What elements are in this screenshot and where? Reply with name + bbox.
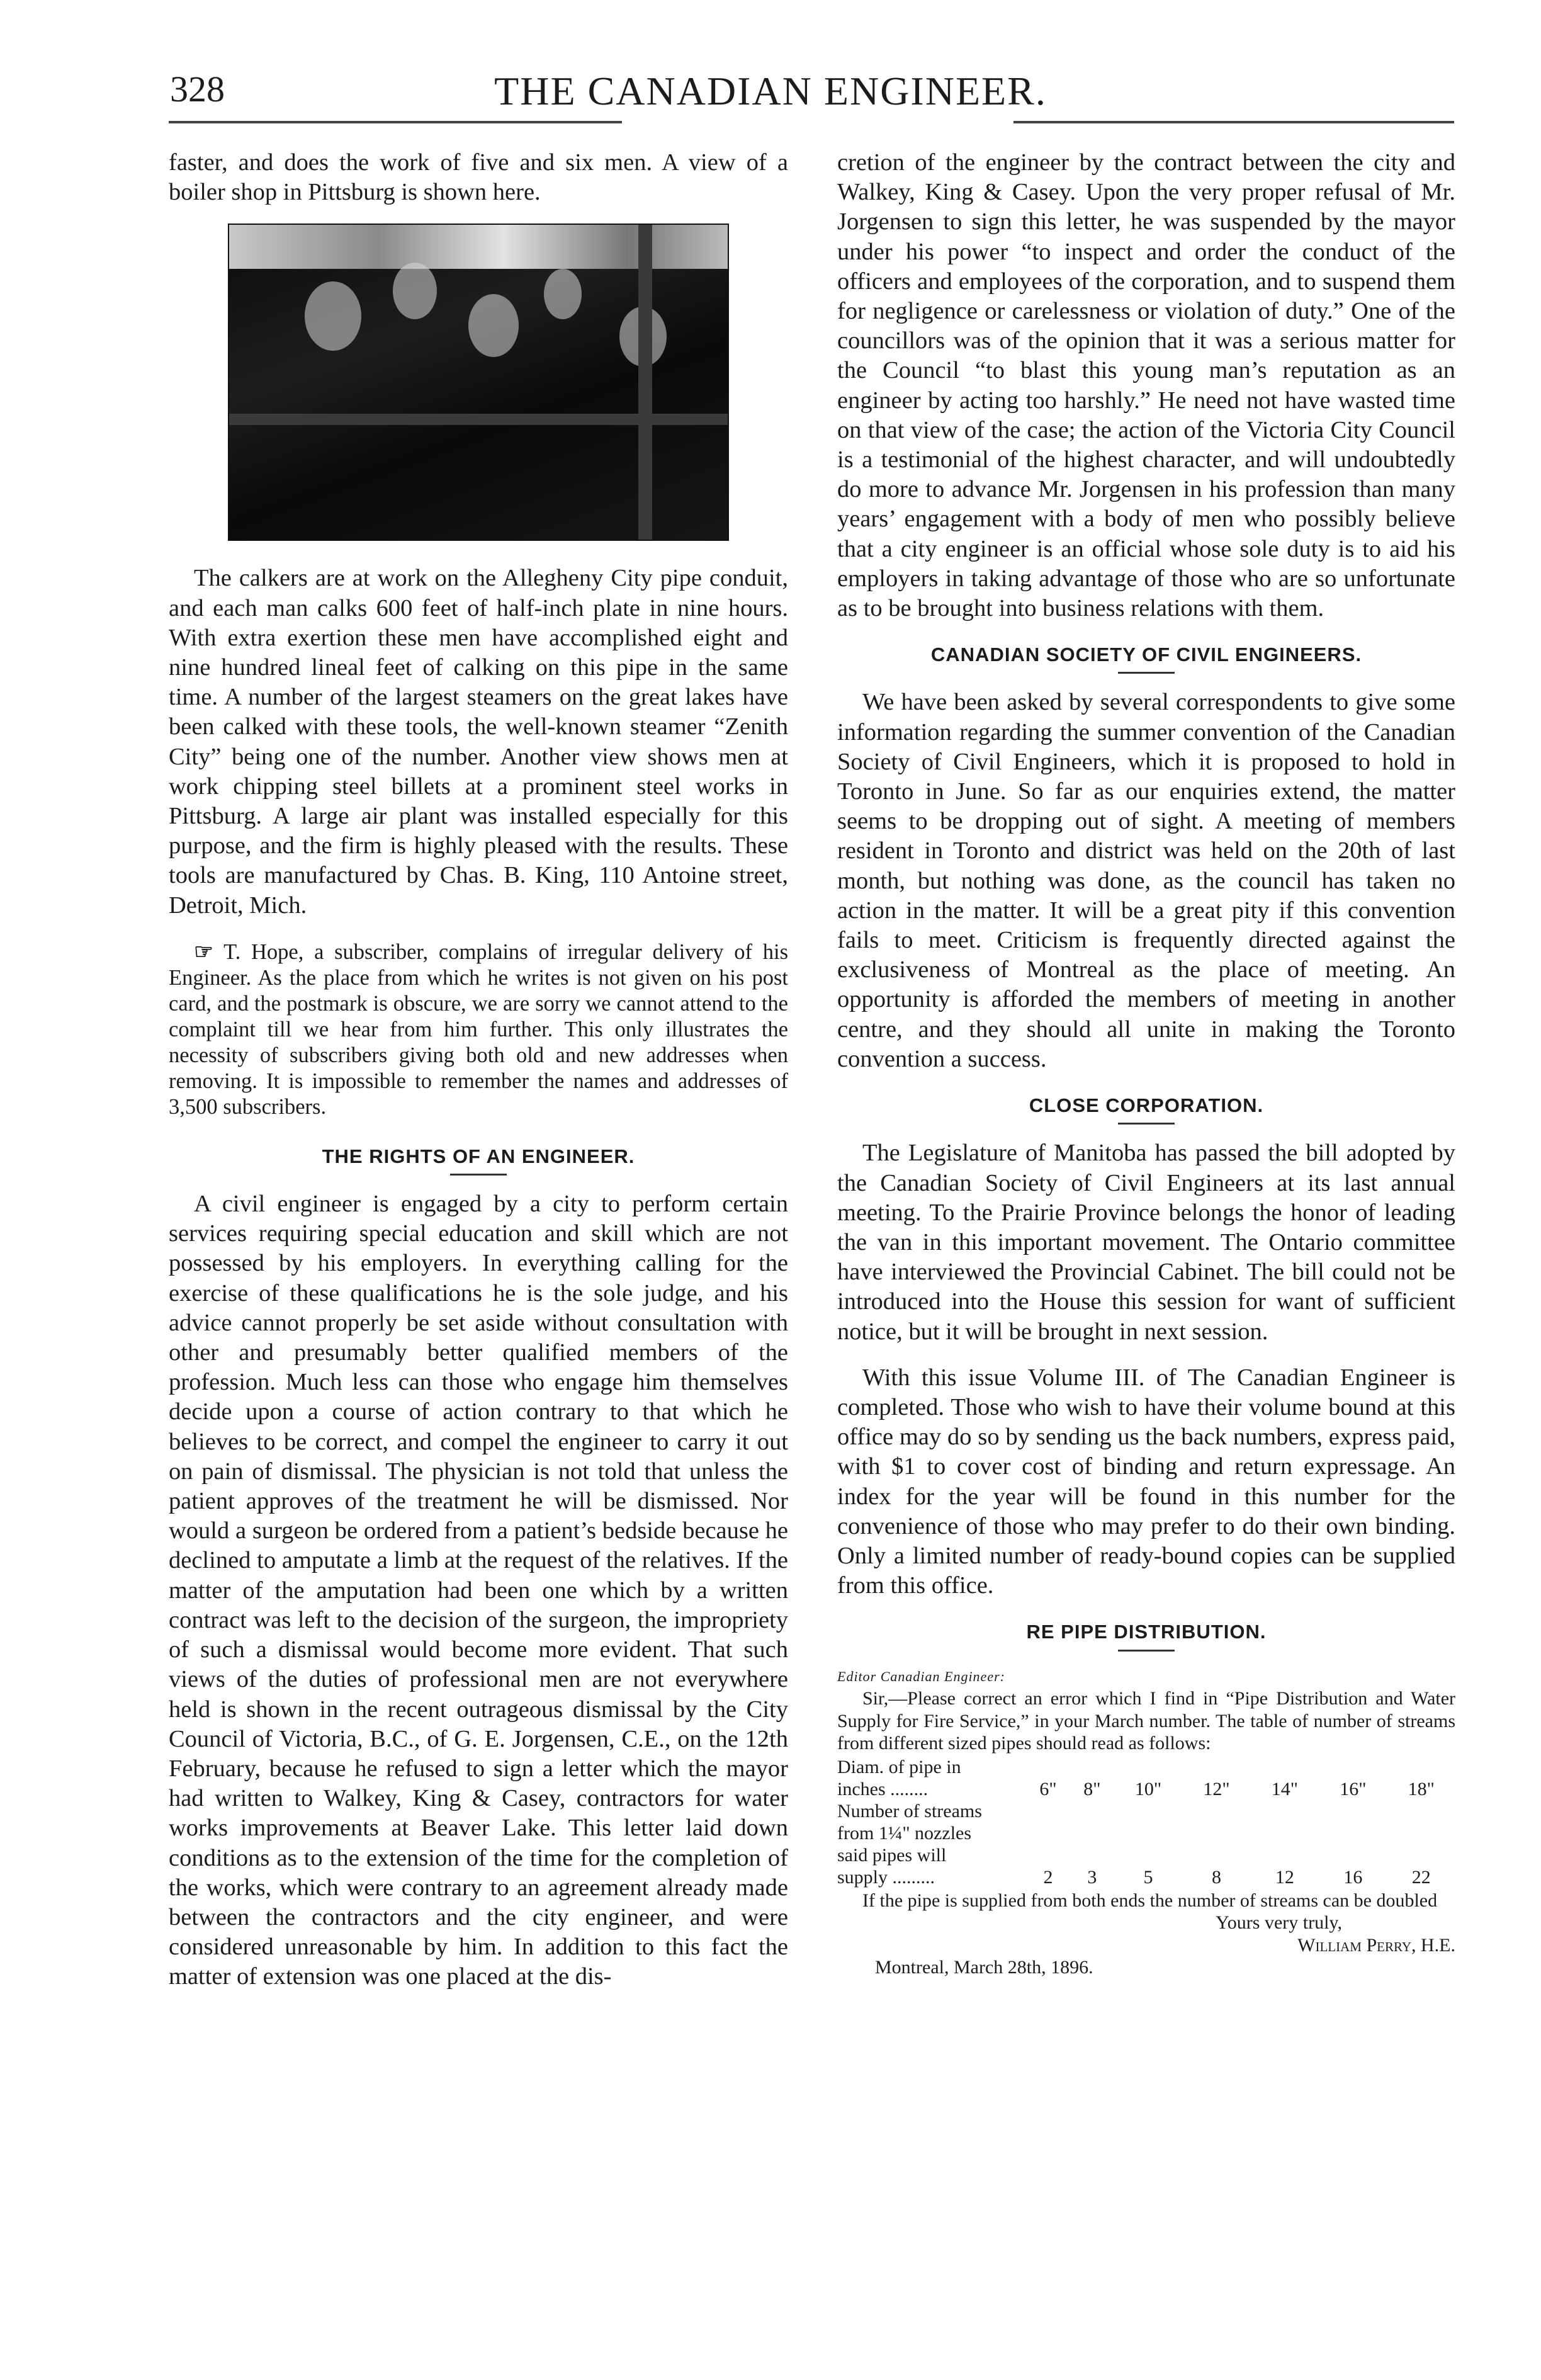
header-rule-left — [169, 121, 622, 123]
table-row — [837, 1866, 1455, 1888]
table-cell: 16" — [1340, 1778, 1367, 1799]
heading-rights-of-engineer: THE RIGHTS OF AN ENGINEER. — [322, 1145, 635, 1167]
table-row — [837, 1778, 1455, 1800]
letter-to-editor — [837, 1665, 1455, 1979]
table-cell: 8" — [1083, 1778, 1101, 1799]
letter-dateline: Montreal, March 28th, 1896. — [875, 1957, 1093, 1978]
section-rule — [450, 1174, 507, 1176]
section-rule — [1118, 672, 1175, 674]
letter-address: Editor Canadian Engineer: — [837, 1668, 1005, 1684]
table-row-label: Number of streams — [837, 1800, 982, 1822]
heading-close-corporation: CLOSE CORPORATION. — [1029, 1094, 1264, 1117]
photograph-of-workers-icon — [228, 224, 729, 541]
table-cell: 12" — [1203, 1778, 1230, 1799]
right-column — [837, 148, 1455, 1979]
letter-signature: William Perry, H.E. — [1297, 1934, 1455, 1956]
table-cell: 18" — [1408, 1778, 1435, 1799]
subscriber-notice-text: T. Hope, a subscriber, complains of irregular delivery of his Engineer. As the place from which he writes is not given on his post card, and the postmark is obscure, we are sorry we cannot attend to the complaint till we hear from him further. This only illustrates the necessity of subscribers giving both old and new addresses when removing. It is impossible to remember the names and addresses of 3,500 subscribers. — [169, 939, 788, 1119]
table-row-label: Diam. of pipe in — [837, 1756, 961, 1777]
table-cell: 3 — [1087, 1866, 1097, 1888]
volume-notice-paragraph: With this issue Volume III. of The Canadian Engineer is completed. Those who wish to have their volume bound at this office may do so by sending us the back numbers, express paid, with $1 to cover cost of binding and return expressage. An index for the year will be found in this number for the convenience of those who may prefer to do their own binding. Only a limited number of ready-bound copies can be supplied from this office. — [837, 1364, 1455, 1599]
rights-paragraph: A civil engineer is engaged by a city to perform certain services requiring special education and skill which are not possessed by his employers. In everything calling for the exercise of these qualifications he is the sole judge, and his advice cannot properly be set aside without consultation with other and presumably better qualified members of the profession. Much less can those who engage him themselves decide upon a course of action contrary to that which he believes to be correct, and compel the engineer to carry it out on pain of dismissal. The physician is not told that unless the patient approves of the treatment he will be dismissed. Nor would a surgeon be ordered from a patient’s bedside because he declined to amputate a limb at the request of the relatives. If the matter of the amputation had been one which by a written contract was left to the decision of the surgeon, the impropriety of such a dismissal would become more evident. That such views of the duties of professional men are not everywhere held is shown in the recent outrageous dismissal by the City Council of Victoria, B.C., of G. E. Jorgensen, C.E., on the 12th February, because he refused to sign a letter which the mayor had written to Walkey, King & Casey, contractors for water works improvements at Beaver Lake. This letter laid down conditions as to the extension of the time for the completion of the works, which were contrary to an agreement already made between the contractors and the city engineer, and were considered unreasonable by him. In addition to this fact the matter of extension was one placed at the dis- — [169, 1191, 788, 1990]
pointing-hand-icon: ☞ — [194, 939, 213, 964]
table-row-label: from 1¼" nozzles — [837, 1822, 972, 1844]
page-number: 328 — [170, 69, 225, 110]
table-cell: 22 — [1411, 1866, 1431, 1888]
calkers-paragraph: The calkers are at work on the Allegheny City pipe conduit, and each man calks 600 feet of half-inch plate in nine hours. With extra exertion these men have accomplished eight and nine hundred lineal feet of calking on this pipe in the same time. A number of the largest steamers on the great lakes have been calked with these tools, the well-known steamer “Zenith City” being one of the number. Another view shows men at work chipping steel billets at a prominent steel works in Pittsburg. A large air plant was installed especially for this purpose, and the firm is highly pleased with the results. These tools are manufactured by Chas. B. King, 110 Antoine street, Detroit, Mich. — [169, 565, 788, 919]
table-row-label: supply ......... — [837, 1866, 935, 1888]
table-row-label: inches ........ — [837, 1778, 929, 1799]
intro-paragraph: faster, and does the work of five and six men. A view of a boiler shop in Pittsburg is shown here. — [169, 149, 788, 206]
table-cell: 6" — [1039, 1778, 1057, 1799]
subscriber-notice — [169, 939, 788, 1120]
table-cell: 12 — [1275, 1866, 1294, 1888]
table-cell: 8 — [1211, 1866, 1221, 1888]
table-cell: 10" — [1134, 1778, 1162, 1799]
header-rule-right — [1013, 121, 1454, 123]
table-cell: 2 — [1043, 1866, 1053, 1888]
section-rule — [1118, 1650, 1175, 1652]
left-column — [169, 148, 788, 1992]
table-cell: 5 — [1143, 1866, 1153, 1888]
letter-valediction: Yours very truly, — [1216, 1912, 1342, 1934]
section-rule — [1118, 1123, 1175, 1125]
letter-body: Sir,—Please correct an error which I find in “Pipe Distribution and Water Supply for Fire Service,” in your March number. The table of number of streams from different sized pipes should read as follows: — [837, 1688, 1455, 1754]
heading-pipe-distribution: RE PIPE DISTRIBUTION. — [1026, 1621, 1267, 1643]
table-cell: 16 — [1343, 1866, 1363, 1888]
rights-continued-paragraph: cretion of the engineer by the contract between the city and Walkey, King & Casey. Upon the very proper refusal of Mr. Jorgensen to sign this letter, he was suspended by the mayor under his power “to inspect and order the conduct of the officers and employees of the corporation, and to suspend them for negligence or carelessness or violation of duty.” One of the councillors was of the opinion that it was a serious matter for the Council “to blast this young man’s reputation as an engineer by acting too harshly.” He need not have wasted time on that view of the case; the action of the Victoria City Council is a testimonial of the highest character, and will undoubtedly do more to advance Mr. Jorgensen in his profession than many years’ engagement with a body of men who possibly believe that a city engineer is an official whose sole duty is to aid his employers in taking advantage of those who are so unfortunate as to be brought into business relations with them. — [837, 149, 1455, 622]
table-row-label: said pipes will — [837, 1844, 947, 1866]
table-cell: 14" — [1271, 1778, 1299, 1799]
close-corporation-paragraph: The Legislature of Manitoba has passed the bill adopted by the Canadian Society of Civil Engineers at its last annual meeting. To the Prairie Province belongs the honor of leading the van in this important movement. The Ontario committee have interviewed the Provincial Cabinet. The bill could not be introduced into the House this session for want of sufficient notice, but it will be brought in next session. — [837, 1140, 1455, 1345]
letter-closing-note: If the pipe is supplied from both ends the number of streams can be doubled — [862, 1890, 1438, 1911]
page-header — [0, 0, 1541, 126]
heading-society: CANADIAN SOCIETY OF CIVIL ENGINEERS. — [930, 643, 1362, 666]
society-paragraph: We have been asked by several correspondents to give some information regarding the summer convention of the Canadian Society of Civil Engineers, which it is proposed to hold in Toronto in June. So far as our enquiries extend, the matter seems to be dropping out of sight. A meeting of members resident in Toronto and district was held on the 20th of last month, but nothing was done, as the council has taken no action in the matter. It will be a great pity if this convention fails to meet. Criticism is frequently directed against the exclusiveness of Montreal as the place of meeting. An opportunity is afforded the members of meeting in another centre, and they should all unite in making the Toronto convention a success. — [837, 689, 1455, 1072]
running-title: THE CANADIAN ENGINEER. — [494, 69, 1047, 113]
pipe-streams-table — [837, 1756, 1455, 1888]
